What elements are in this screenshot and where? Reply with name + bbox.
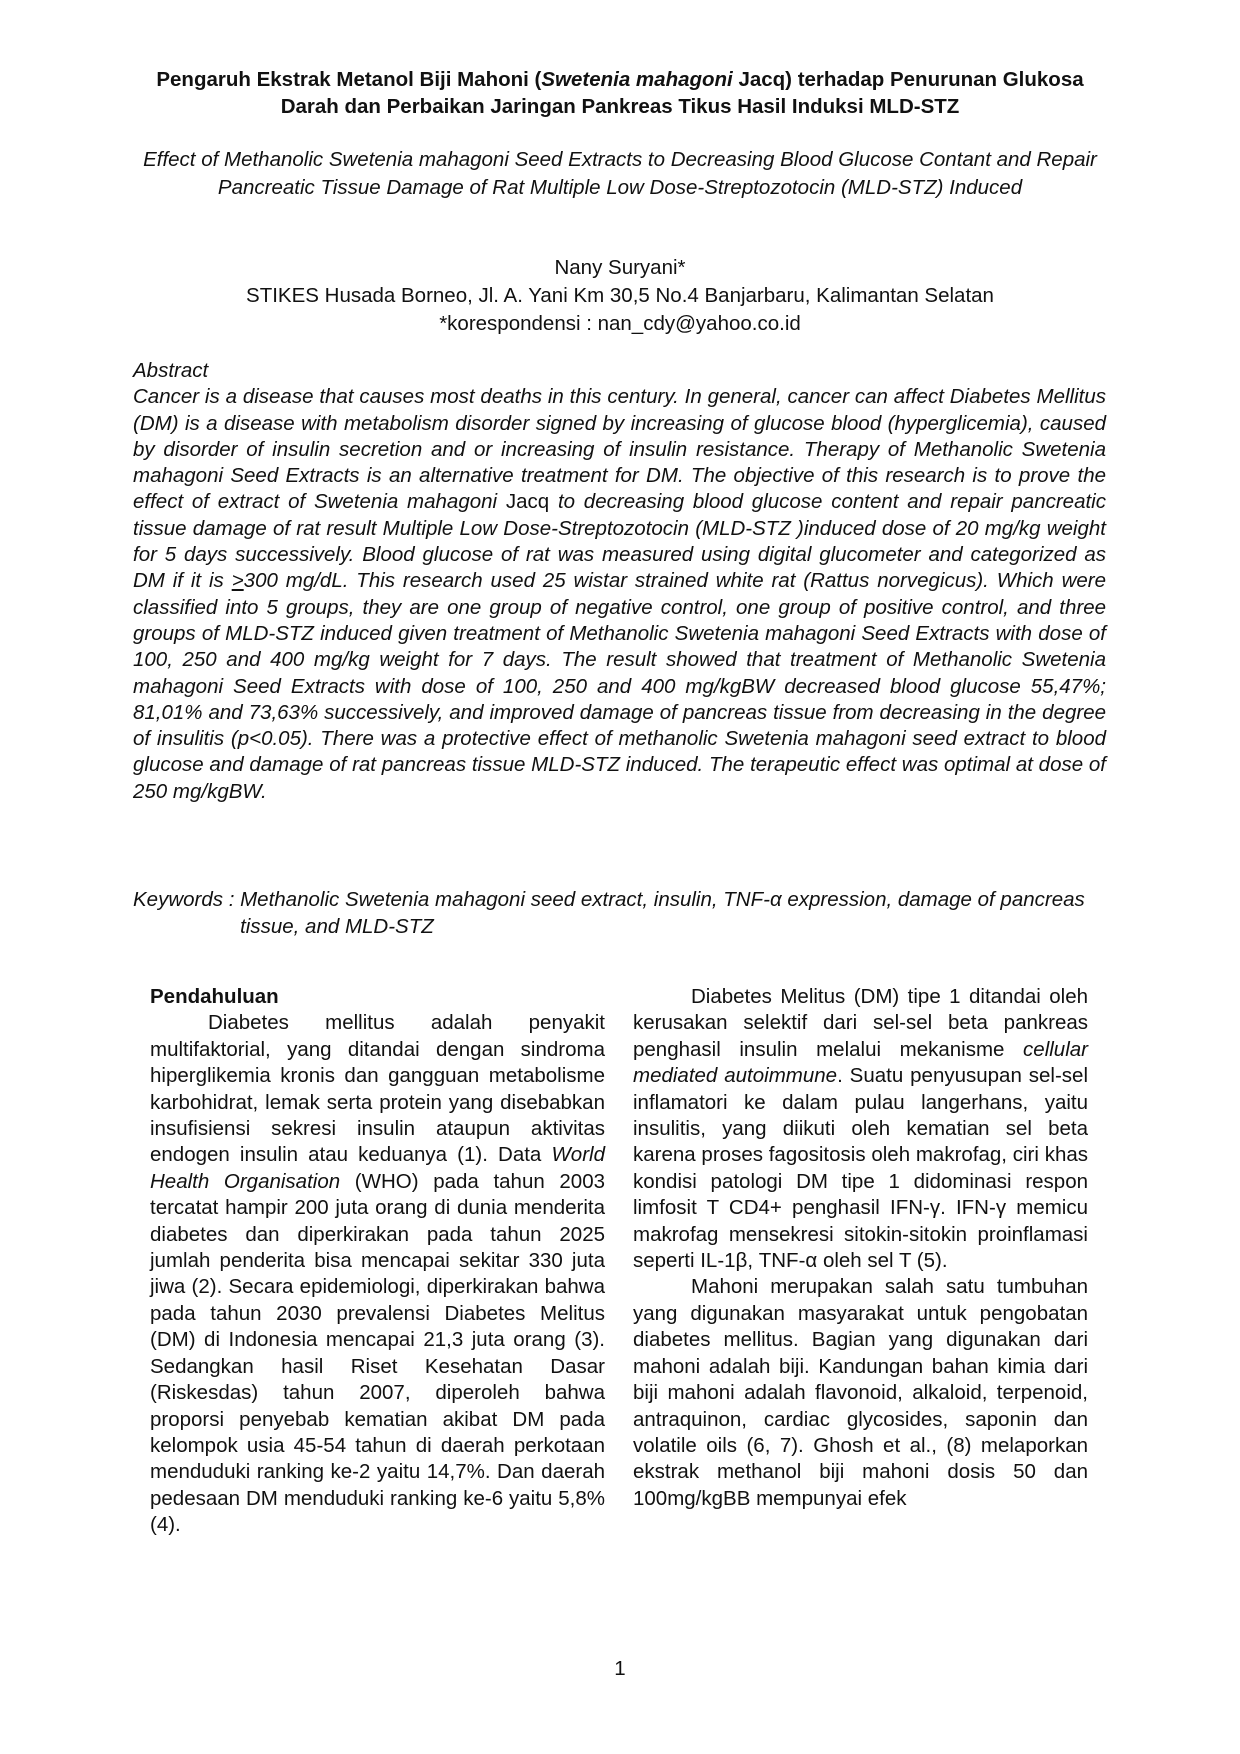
abstract-text-1: Cancer is a disease that causes most deaths in this century. In general, cancer can affect Diabetes Mellitus (DM) is a disease with metabolism disorder signed by increasing of glucose blood (hyperglicemia), caused by disorder of insulin secretion and or increasing of insulin resistance. Therapy of Methanolic Swetenia mahagoni Seed Extracts is an alternative treatment for DM. The objective of this research is to prove the effect of extract of Swetenia mahagoni — [133, 385, 1106, 514]
left-p1-text-a: Diabetes mellitus adalah penyakit multifaktorial, yang ditandai dengan sindroma hiperglikemia kronis dan gangguan metabolisme karbohidrat, lemak serta protein yang disebabkan insufisiensi sekresi insulin ataupun aktivitas endogen insulin atau keduanya (1). Data — [150, 1011, 605, 1167]
abstract-text-3: 300 mg/dL. This research used 25 wistar strained white rat (Rattus norvegicus). Which were classified into 5 groups, they are one group of negative control, one group of positive control, and three groups of MLD-STZ induced given treatment of Methanolic Swetenia mahagoni Seed Extracts with dose of 100, 250 and 400 mg/kg weight for 7 days. The result showed that treatment of Methanolic Swetenia mahagoni Seed Extracts with dose of 100, 250 and 400 mg/kgBW decreased blood glucose 55,47%; 81,01% and 73,63% successively, and improved damage of pancreas tissue from decreasing in the degree of insulitis (p<0.05). There was a protective effect of methanolic Swetenia mahagoni seed extract to blood glucose and damage of rat pancreas tissue MLD-STZ induced. The terapeutic effect was optimal at dose of 250 mg/kgBW. — [133, 569, 1107, 803]
author-block — [135, 254, 1105, 338]
paper-title — [135, 66, 1105, 120]
abstract-heading: Abstract — [133, 359, 209, 382]
abstract-section — [133, 358, 1106, 805]
page-number: 1 — [614, 1657, 626, 1680]
keywords-label: Keywords : — [133, 888, 241, 911]
left-p1-text-b: (WHO) pada tahun 2003 tercatat hampir 200 juta orang di dunia menderita diabetes dan diperkirakan pada tahun 2025 jumlah penderita bisa mencapai sekitar 330 juta jiwa (2). Secara epidemiologi, diperkirakan bahwa pada tahun 2030 prevalensi Diabetes Melitus (DM) di Indonesia mencapai 21,3 juta orang (3). Sedangkan hasil Riset Kesehatan Dasar (Riskesdas) tahun 2007, diperoleh bahwa proporsi penyebab kematian akibat DM pada kelompok usia 45-54 tahun di daerah perkotaan menduduki ranking ke-2 yaitu 14,7%. Dan daerah pedesaan DM menduduki ranking ke-6 yaitu 5,8% (4). — [150, 1169, 605, 1537]
left-column — [150, 984, 605, 1539]
keywords-text: Methanolic Swetenia mahagoni seed extract, insulin, TNF-α expression, damage of pancreas tissue, and MLD-STZ — [240, 888, 1085, 938]
abstract-ge-symbol: > — [231, 569, 244, 593]
title-part-1: Pengaruh Ekstrak Metanol Biji Mahoni ( — [156, 68, 542, 91]
abstract-jacq: Jacq — [505, 490, 550, 514]
author-correspondence: *korespondensi : nan_cdy@yahoo.co.id — [439, 312, 801, 335]
section-heading-pendahuluan: Pendahuluan — [150, 985, 279, 1008]
abstract-body — [133, 384, 1106, 805]
title-part-2: Jacq) terhadap Penurunan Glukosa Darah dan Perbaikan Jaringan Pankreas Tikus Hasil Induksi MLD-STZ — [280, 68, 1084, 118]
right-paragraph-1 — [633, 984, 1088, 1274]
right-paragraph-2: Mahoni merupakan salah satu tumbuhan yang digunakan masyarakat untuk pengobatan diabetes mellitus. Bagian yang digunakan dari mahoni adalah biji. Kandungan bahan kimia dari biji mahoni adalah flavonoid, alkaloid, terpenoid, antraquinon, cardiac glycosides, saponin dan volatile oils (6, 7). Ghosh et al., (8) melaporkan ekstrak methanol biji mahoni dosis 50 dan 100mg/kgBB mempunyai efek — [633, 1275, 1088, 1510]
keywords-section — [133, 886, 1106, 940]
right-p1-text-a: Diabetes Melitus (DM) tipe 1 ditandai oleh kerusakan selektif dari sel-sel beta pankreas penghasil insulin melalui mekanisme — [633, 985, 1088, 1061]
author-name: Nany Suryani* — [554, 256, 686, 279]
right-p1-italic: cellular mediated autoimmune — [633, 1037, 1088, 1088]
right-p1-text-b: . Suatu penyusupan sel-sel inflamatori ke dalam pulau langerhans, yaitu insulitis, yang diikuti oleh kematian sel beta karena proses fagositosis oleh makrofag, ciri khas kondisi patologi DM tipe 1 didominasi respon limfosit T CD4+ penghasil IFN-γ. IFN-γ memicu makrofag mensekresi sitokin-sitokin proinflamasi seperti IL-1β, TNF-α oleh sel T (5). — [633, 1064, 1088, 1273]
left-paragraph-1 — [150, 1010, 605, 1538]
title-species: Swetenia mahagoni — [541, 68, 733, 91]
right-column — [633, 984, 1088, 1512]
left-p1-italic: World Health Organisation — [150, 1143, 605, 1193]
paper-subtitle: Effect of Methanolic Swetenia mahagoni Seed Extracts to Decreasing Blood Glucose Contant and Repair Pancreatic Tissue Damage of Rat Multiple Low Dose-Streptozotocin (MLD-STZ) Induced — [143, 148, 1097, 199]
abstract-text-2: to decreasing blood glucose content and repair pancreatic tissue damage of rat result Multiple Low Dose-Streptozotocin (MLD-STZ )induced dose of 20 mg/kg weight for 5 days successively. Blood glucose of rat was measured using digital glucometer and categorized as DM if it is — [133, 490, 1106, 593]
author-affiliation: STIKES Husada Borneo, Jl. A. Yani Km 30,5 No.4 Banjarbaru, Kalimantan Selatan — [246, 284, 994, 307]
